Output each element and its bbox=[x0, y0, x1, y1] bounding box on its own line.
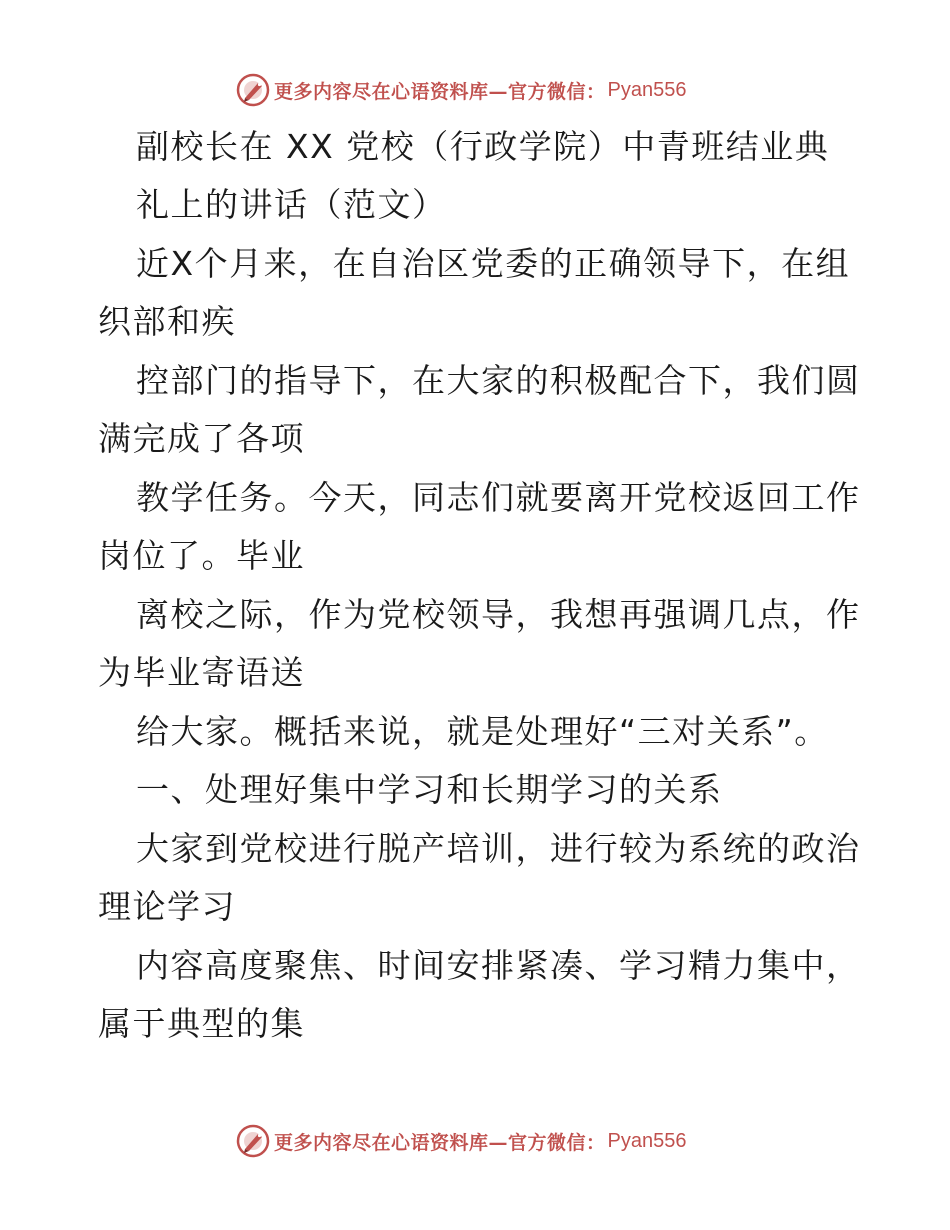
watermark-wechat-id: Pyan556 bbox=[607, 1129, 687, 1152]
pen-logo-icon bbox=[236, 73, 270, 107]
paragraph-line: 教学任务。今天，同志们就要离开党校返回工作 bbox=[136, 478, 861, 517]
paragraph-line: 近X个月来，在自治区党委的正确领导下，在组 bbox=[136, 244, 851, 283]
watermark-wechat-id: Pyan556 bbox=[607, 78, 687, 101]
pen-logo-icon bbox=[236, 1124, 270, 1158]
section-heading: 一、处理好集中学习和长期学习的关系 bbox=[136, 770, 723, 809]
paragraph-line: 为毕业寄语送 bbox=[98, 653, 305, 692]
title-line-2: 礼上的讲话（范文） bbox=[136, 185, 447, 224]
header-watermark bbox=[236, 73, 686, 107]
watermark-text: 更多内容尽在心语资料库—官方微信： bbox=[274, 1131, 606, 1154]
title-line-1: 副校长在 XX 党校（行政学院）中青班结业典 bbox=[136, 127, 830, 166]
footer-watermark bbox=[236, 1124, 686, 1158]
paragraph-line: 织部和疾 bbox=[98, 302, 236, 341]
paragraph-line: 给大家。概括来说，就是处理好“三对关系”。 bbox=[136, 712, 829, 751]
paragraph-line: 属于典型的集 bbox=[98, 1004, 305, 1043]
paragraph-line: 离校之际，作为党校领导，我想再强调几点，作 bbox=[136, 595, 861, 634]
paragraph-line: 控部门的指导下，在大家的积极配合下，我们圆 bbox=[136, 361, 861, 400]
paragraph-line: 理论学习 bbox=[98, 887, 236, 926]
paragraph-line: 内容高度聚焦、时间安排紧凑、学习精力集中， bbox=[136, 946, 861, 985]
paragraph-line: 大家到党校进行脱产培训，进行较为系统的政治 bbox=[136, 829, 861, 868]
paragraph-line: 满完成了各项 bbox=[98, 419, 305, 458]
watermark-text: 更多内容尽在心语资料库—官方微信： bbox=[274, 80, 606, 103]
paragraph-line: 岗位了。毕业 bbox=[98, 536, 305, 575]
